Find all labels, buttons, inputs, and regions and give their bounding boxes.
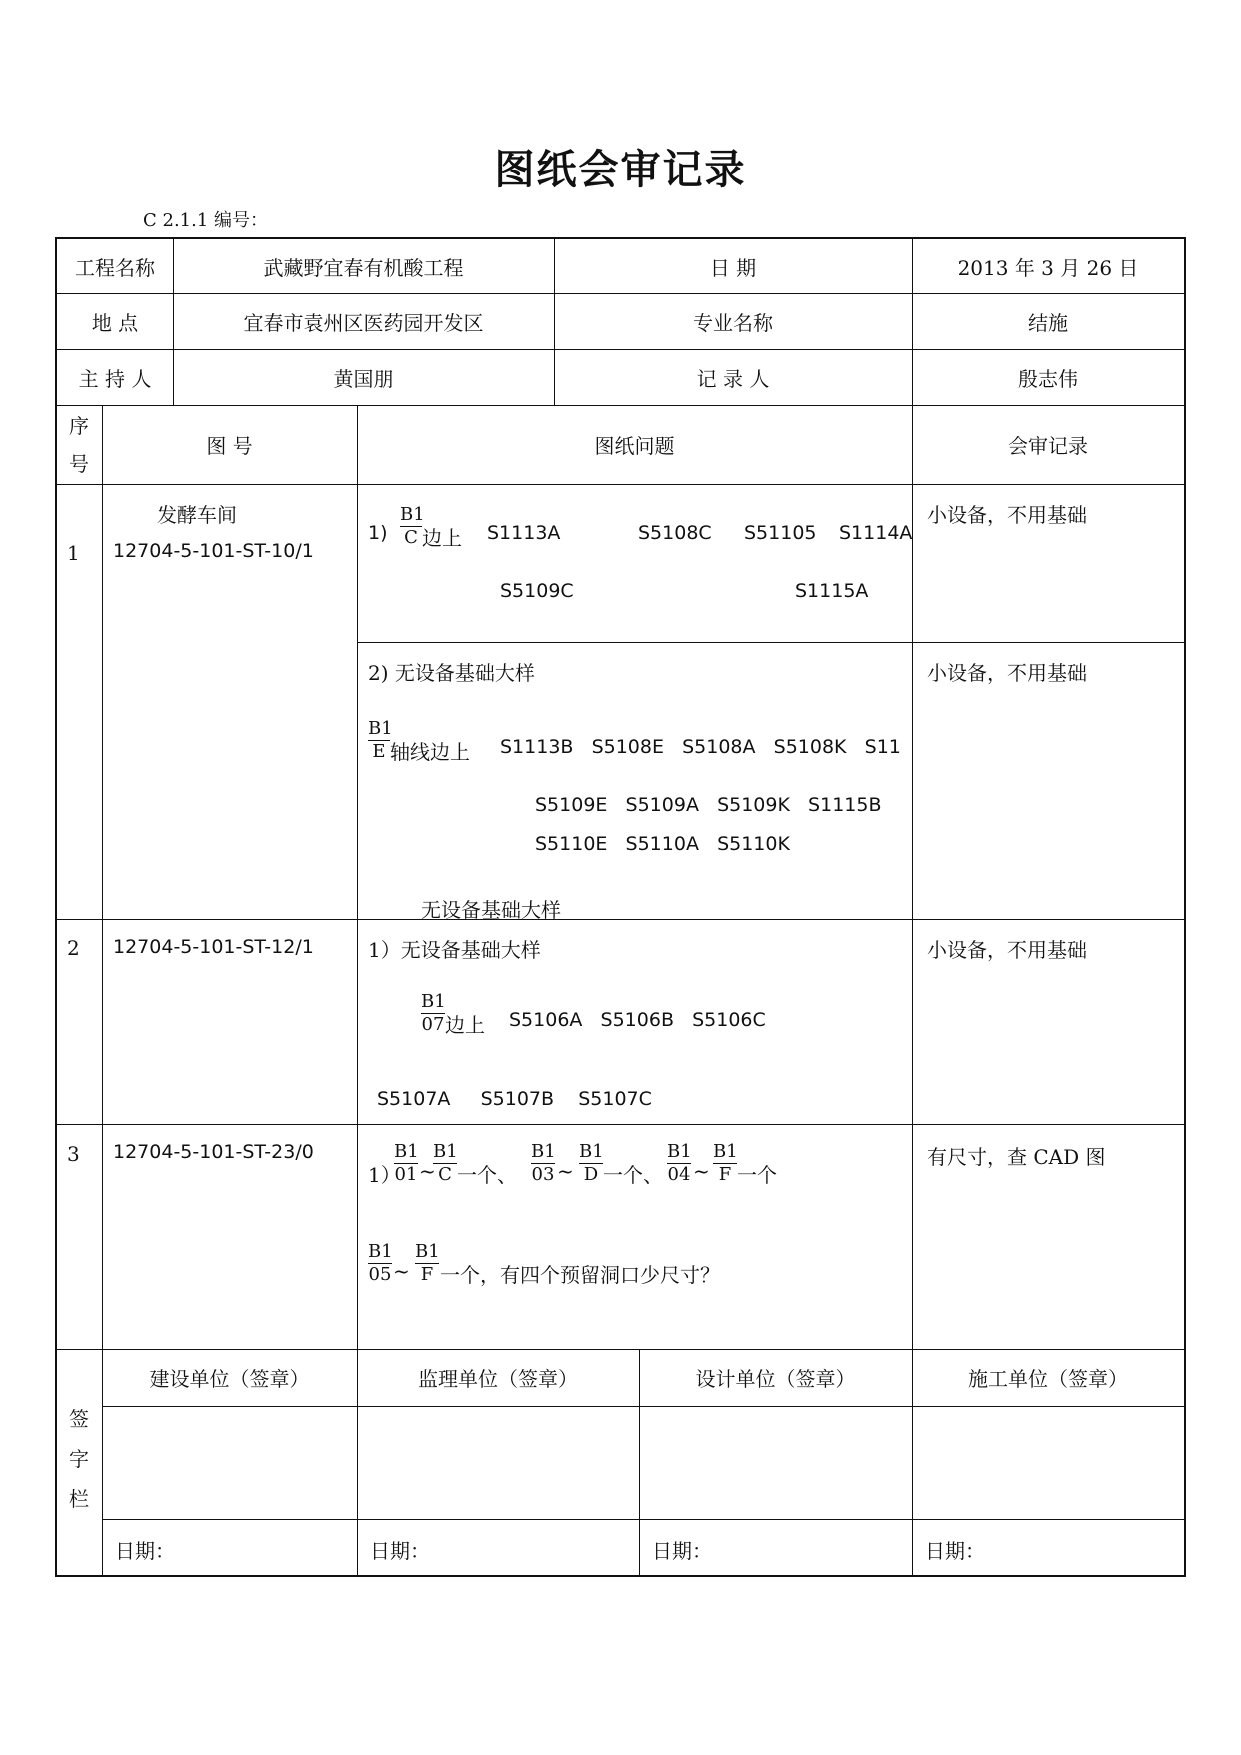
row-divider: [357, 642, 1184, 643]
issue-text: 边上: [445, 1013, 485, 1037]
equipment-code: S1115A: [795, 580, 869, 602]
project-value: 武藏野宜春有机酸工程: [263, 255, 464, 280]
count-text: 一个、: [603, 1163, 663, 1187]
date-label: 日 期: [709, 255, 757, 280]
axis-fraction: B1 07: [421, 991, 446, 1035]
equipment-code: S1113A: [487, 522, 561, 544]
date-value: 2013 年 3 月 26 日: [957, 255, 1139, 280]
row-drawing-no: 12704-5-101-ST-10/1: [113, 540, 314, 562]
review-record: 小设备，不用基础: [927, 503, 1087, 527]
axis-fraction: B1 05: [368, 1241, 393, 1285]
axis-fraction: B1 F: [415, 1241, 440, 1285]
row-seq: 3: [67, 1142, 80, 1166]
doc-number-label: C 2.1.1 编号：: [143, 210, 269, 231]
range-tilde: ~: [557, 1159, 574, 1183]
equipment-codes: S5106A S5106B S5106C: [509, 1009, 766, 1031]
issue-text: 轴线边上: [390, 740, 470, 764]
signature-date-label: 日期：: [370, 1539, 430, 1563]
equipment-codes: S5110E S5110A S5110K: [535, 833, 790, 855]
equipment-codes: S1113B S5108E S5108A S5108K S11: [500, 736, 901, 758]
specialty-value: 结施: [1028, 310, 1068, 335]
col-header-issue: 图纸问题: [594, 434, 675, 458]
col-header-seq: 序 号: [69, 414, 89, 476]
issue-number: 1): [368, 522, 388, 544]
axis-fraction: B1 E: [368, 718, 393, 762]
location-value: 宜春市袁州区医药园开发区: [243, 310, 484, 335]
recorder-label: 记 录 人: [696, 366, 770, 391]
axis-fraction: B1 01: [394, 1141, 419, 1185]
row-drawing-no: 12704-5-101-ST-23/0: [113, 1141, 314, 1163]
review-record: 小设备，不用基础: [927, 938, 1087, 962]
row-drawing-no: 12704-5-101-ST-12/1: [113, 936, 314, 958]
row-divider: [102, 1519, 1184, 1520]
issue-title: 2) 无设备基础大样: [368, 661, 535, 685]
signature-section-label: 签 字 栏: [69, 1407, 89, 1511]
party-contractor-label: 施工单位（签章）: [968, 1367, 1128, 1391]
project-label: 工程名称: [75, 255, 155, 280]
host-label: 主 持 人: [78, 366, 152, 391]
issue-text: 一个，有四个预留洞口少尺寸？: [440, 1263, 720, 1287]
party-designer-label: 设计单位（签章）: [695, 1367, 856, 1391]
recorder-value: 殷志伟: [1018, 366, 1078, 391]
equipment-code: S5108C: [638, 522, 712, 544]
row-divider: [57, 1124, 1184, 1125]
row-divider: [102, 1406, 1184, 1407]
review-table: [55, 237, 1186, 1577]
range-tilde: ~: [393, 1259, 410, 1283]
host-value: 黄国朋: [333, 366, 394, 391]
axis-fraction: B1 C: [433, 1141, 458, 1185]
axis-fraction: B1 C: [400, 504, 425, 548]
issue-title: 1）无设备基础大样: [368, 938, 541, 962]
axis-fraction: B1 04: [667, 1141, 692, 1185]
review-record: 有尺寸，查 CAD 图: [927, 1145, 1106, 1169]
page-title: 图纸会审记录: [494, 146, 747, 193]
signature-date-label: 日期：: [115, 1539, 175, 1563]
signature-date-label: 日期：: [925, 1539, 985, 1563]
axis-fraction: B1 03: [531, 1141, 556, 1185]
review-record: 小设备，不用基础: [927, 661, 1087, 685]
axis-fraction: B1 D: [579, 1141, 604, 1185]
range-tilde: ~: [419, 1159, 436, 1183]
row-seq: 1: [67, 541, 80, 565]
equipment-code: S5109C: [500, 580, 574, 602]
col-header-record: 会审记录: [1008, 434, 1088, 458]
specialty-label: 专业名称: [693, 310, 773, 335]
count-text: 一个: [737, 1163, 777, 1187]
equipment-code: S1114A: [839, 522, 913, 544]
axis-fraction: B1 F: [713, 1141, 738, 1185]
party-supervisor-label: 监理单位（签章）: [418, 1367, 578, 1391]
col-header-drawing-no: 图 号: [206, 434, 253, 458]
row-seq: 2: [67, 936, 80, 960]
issue-footer: 无设备基础大样: [421, 898, 561, 922]
row-divider: [57, 919, 1184, 920]
equipment-codes: S5109E S5109A S5109K S1115B: [535, 794, 882, 816]
signature-date-label: 日期：: [652, 1539, 712, 1563]
equipment-code: S51105: [744, 522, 817, 544]
row-divider: [57, 484, 1184, 485]
count-text: 一个、: [457, 1163, 517, 1187]
issue-number: 1）: [368, 1163, 401, 1187]
issue-text: 边上: [422, 526, 462, 550]
location-label: 地 点: [91, 310, 139, 335]
row-area: 发酵车间: [157, 503, 237, 527]
range-tilde: ~: [693, 1159, 710, 1183]
party-owner-label: 建设单位（签章）: [149, 1367, 310, 1391]
equipment-codes: S5107A S5107B S5107C: [377, 1088, 652, 1110]
